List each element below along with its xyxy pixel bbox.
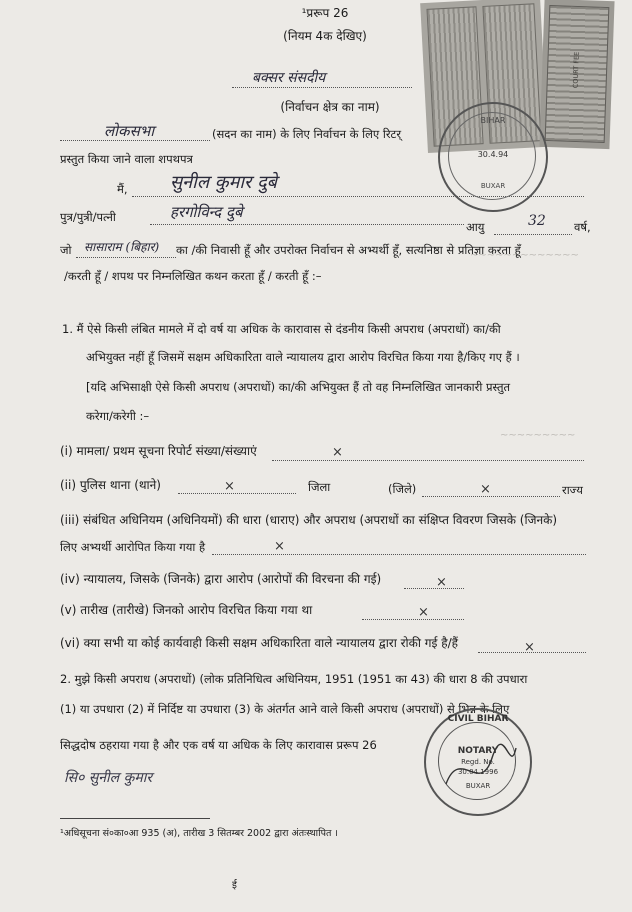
sub-item-iv-line bbox=[404, 588, 464, 589]
sub-item-iii-line-2: लिए अभ्यर्थी आरोपित किया गया है bbox=[60, 540, 206, 554]
district-line bbox=[422, 496, 560, 497]
cross-mark: × bbox=[332, 445, 343, 460]
notary-signature-scribble bbox=[440, 736, 520, 806]
sub-item-iii-line-1: (iii) संबंधित अधिनियम (अधिनियमों) की धारा (धाराए) और अपराध (अपराधों का संक्षिप्त विवरण जिसके (जिनके) bbox=[60, 513, 558, 527]
cross-mark: × bbox=[224, 479, 235, 494]
form-number: ¹प्ररूप 26 bbox=[301, 6, 349, 20]
father-line bbox=[150, 224, 464, 225]
police-station-line bbox=[178, 493, 296, 494]
place-filled: सासाराम (बिहार) bbox=[84, 240, 160, 254]
state-label: राज्य bbox=[562, 483, 583, 497]
main-label: मैं, bbox=[117, 182, 128, 196]
intro-line-2: प्रस्तुत किया जाने वाला शपथपत्र bbox=[60, 152, 193, 166]
item2-line-3: सिद्धदोष ठहराया गया है और एक वर्ष या अधिक के लिए कारावास प्ररूप 26 bbox=[60, 738, 377, 752]
notary-date-text: 30.04.1996 bbox=[457, 768, 499, 776]
resident-text: का /की निवासी हूँ और उपरोक्त निर्वाचन से अभ्यर्थी हूँ, सत्यनिष्ठा से प्रतिज्ञा करता हूँ bbox=[176, 243, 521, 257]
notary-reg-text: Regd. No. bbox=[461, 758, 495, 766]
page-mark: ई bbox=[232, 880, 237, 891]
footnote-rule bbox=[60, 818, 210, 819]
deponent-name-filled: सुनील कुमार दुबे bbox=[170, 172, 277, 193]
age-filled: 32 bbox=[528, 213, 546, 229]
years-label: वर्ष, bbox=[574, 220, 591, 234]
seal-top-text: BIHAR bbox=[480, 116, 506, 125]
sub-item-i-line bbox=[272, 460, 584, 461]
rule-reference: (नियम 4क देखिए) bbox=[283, 29, 367, 43]
of-label: जो bbox=[60, 243, 72, 257]
item1-line-1: 1. मैं ऐसे किसी लंबित मामले में दो वर्ष या अधिक के कारावास से दंडनीय किसी अपराध (अपराधों) का/की bbox=[62, 322, 501, 336]
sub-item-v-line bbox=[362, 619, 464, 620]
notary-center-text: NOTARY bbox=[457, 746, 499, 756]
intro-line-1: (सदन का नाम) के लिए निर्वाचन के लिए रिटर् bbox=[212, 127, 402, 141]
district-label: जिला bbox=[308, 480, 331, 494]
district-paren-label: (जिले) bbox=[388, 482, 417, 496]
footnote: ¹अधिसूचना सं०का०आ 935 (अ), तारीख 3 सितम्बर 2002 द्वारा अंतःस्थापित । bbox=[60, 828, 339, 839]
age-label: आयु bbox=[466, 220, 485, 234]
house-filled: लोकसभा bbox=[104, 122, 155, 140]
cross-mark: × bbox=[480, 482, 491, 497]
seal-bottom-text: BUXAR bbox=[480, 182, 506, 190]
sub-item-iv: (iv) न्यायालय, जिसके (जिनके) द्वारा आरोप (आरोपों की विरचना की गई) bbox=[60, 572, 382, 586]
place-line bbox=[76, 257, 176, 258]
bleed-through-text: ~~~~~~~~~ bbox=[500, 430, 576, 441]
sub-item-vi: (vi) क्या सभी या कोई कार्यवाही किसी सक्षम अधिकारिता वाले न्यायालय द्वारा रोकी गई है/हैं bbox=[60, 636, 459, 650]
cross-mark: × bbox=[274, 539, 285, 554]
item1-line-2: अभियुक्त नहीं हूँ जिसमें सक्षम अधिकारिता वाले न्यायालय द्वारा आरोप विरचित किया गया है/किए गए हैं । bbox=[86, 350, 520, 364]
constituency-line bbox=[232, 87, 412, 88]
cross-mark: × bbox=[436, 575, 447, 590]
seal-center-text: 30.4.94 bbox=[477, 150, 509, 159]
constituency-filled: बक्सर संसदीय bbox=[252, 70, 326, 86]
father-name-filled: हरगोविन्द दुबे bbox=[170, 203, 243, 221]
court-fee-stamp-2 bbox=[539, 0, 614, 149]
notary-ring-text: CIVIL BIHAR bbox=[447, 714, 509, 724]
notary-bottom-text: BUXAR bbox=[465, 782, 491, 790]
age-line bbox=[494, 234, 572, 235]
item1-line-3: [यदि अभिसाक्षी ऐसे किसी अपराध (अपराधों) का/की अभियुक्त हैं तो वह निम्नलिखित जानकारी प्रस्तुत bbox=[86, 380, 511, 394]
bleed-through-text: ~~~~~~~~~~~~~ bbox=[470, 250, 579, 261]
deponent-signature: सि० सुनील कुमार bbox=[64, 770, 153, 786]
item2-line-2: (1) या उपधारा (2) में निर्दिष्ट या उपधारा (3) के अंतर्गत आने वाले किसी अपराध (अपराधों) से भिन्न के लिए bbox=[60, 702, 510, 716]
cancellation-seal bbox=[438, 102, 548, 212]
court-fee-label: COURT FEE bbox=[571, 51, 581, 89]
sub-item-v: (v) तारीख (तारीखे) जिनको आरोप विरचित किया गया था bbox=[60, 603, 313, 617]
constituency-label: (निर्वाचन क्षेत्र का नाम) bbox=[280, 100, 380, 114]
sub-item-ii: (ii) पुलिस थाना (थाने) bbox=[60, 478, 161, 492]
oath-text: /करती हूँ / शपथ पर निम्नलिखित कथन करता हूँ / करती हूँ :– bbox=[64, 269, 322, 283]
item1-line-4: करेगा/करेगी :– bbox=[86, 409, 150, 423]
sub-item-i: (i) मामला/ प्रथम सूचना रिपोर्ट संख्या/संख्याएं bbox=[60, 444, 257, 458]
cross-mark: × bbox=[418, 605, 429, 620]
item2-line-1: 2. मुझे किसी अपराध (अपराधों) (लोक प्रतिनिधित्व अधिनियम, 1951 (1951 का 43) की धारा 8 की उपधारा bbox=[60, 672, 528, 686]
cross-mark: × bbox=[524, 640, 535, 655]
sub-item-iii-line bbox=[212, 554, 586, 555]
relation-label: पुत्र/पुत्री/पत्नी bbox=[60, 210, 116, 224]
